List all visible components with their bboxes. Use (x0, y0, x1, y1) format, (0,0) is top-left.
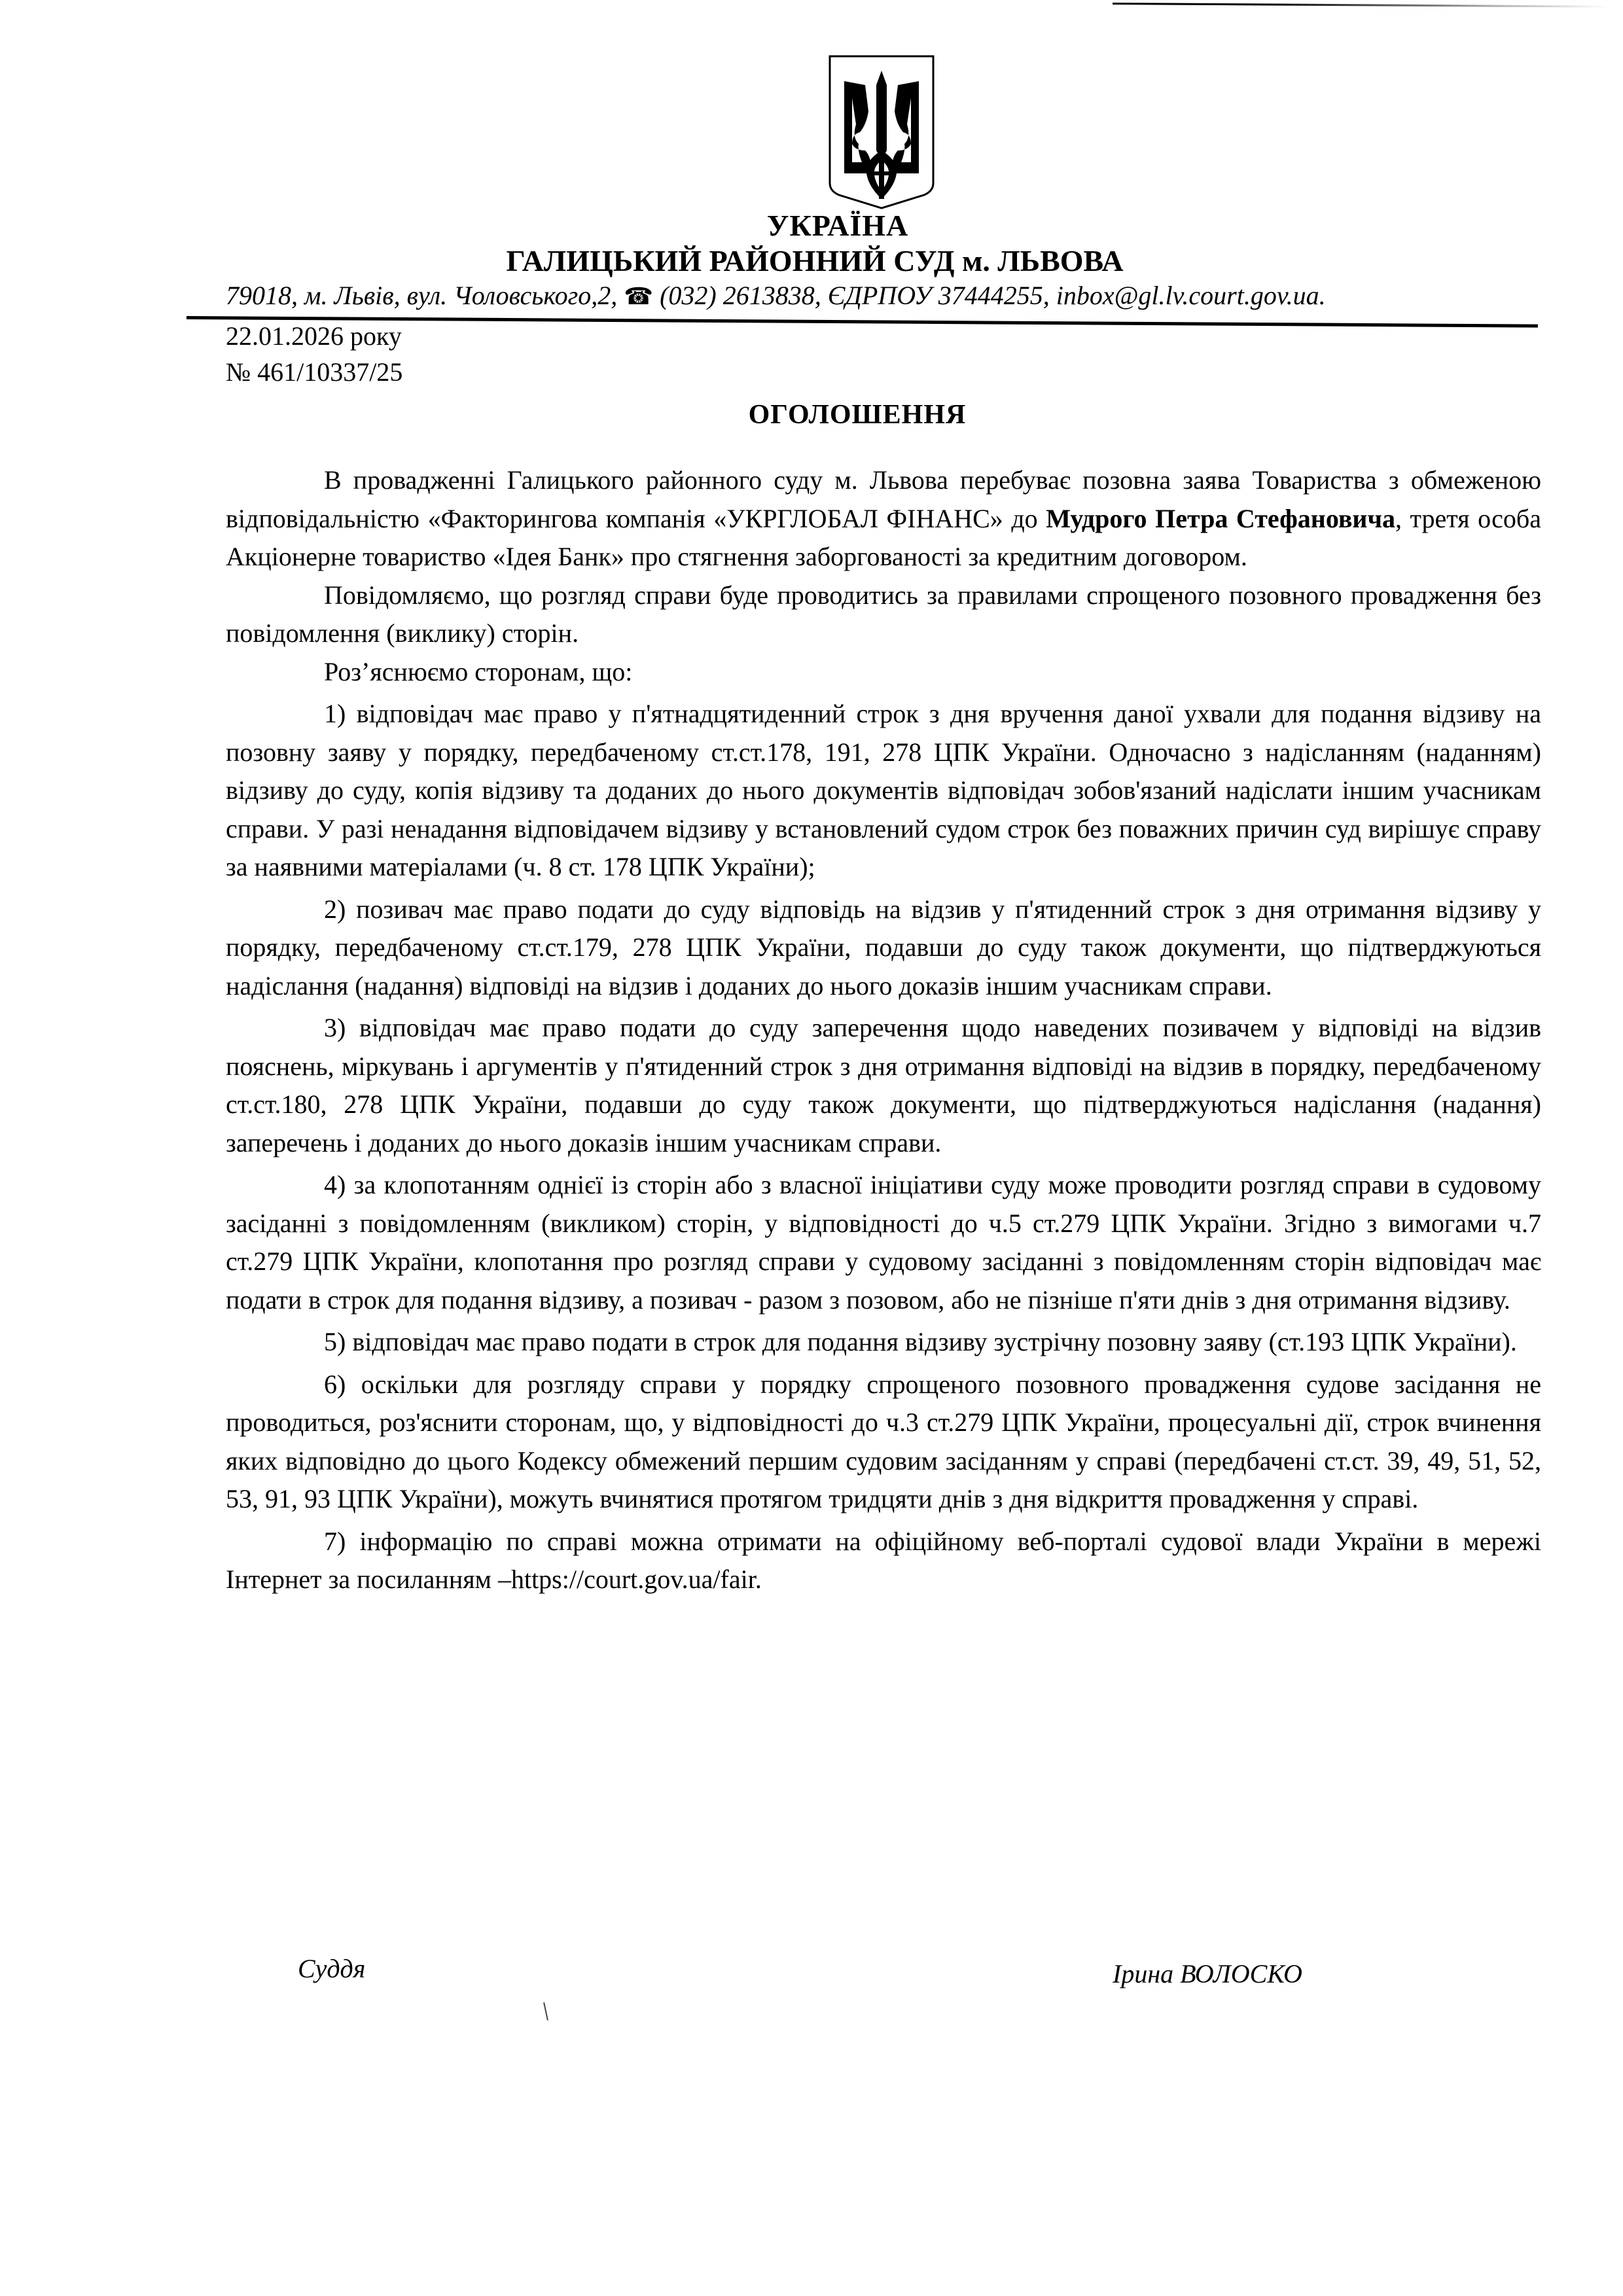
document-title: ОГОЛОШЕННЯ (748, 400, 967, 430)
signature-name: Ірина ВОЛОСКО (1113, 1959, 1302, 1988)
header-country: УКРАЇНА (766, 209, 909, 242)
list-item: 3) відповідач має право подати до суду заперечення щодо наведених позивачем у відповіді на відзив пояснень, міркувань і аргументів у п'ятиденний строк з дня отримання відповіді на відзив в порядку, передбаченому ст.ст.180, 278 ЦПК України, подавши до суду також документи, що підтверджуються надіслання (надання) заперечень і доданих до нього доказів іншим учасникам справи. (226, 1013, 1541, 1157)
defendant-name: Мудрого Петра Стефановича (1046, 503, 1396, 533)
list-item: 4) за клопотанням однієї із сторін або з власної ініціативи суду може проводити розгляд справи в судовому засіданні з повідомленням (викликом) сторін, у відповідності до ч.5 ст.279 ЦПК України. Згідно з вимогами ч.7 ст.279 ЦПК України, клопотання про розгляд справи у судовому засіданні з повідомленням сторін відповідач має подати в строк для подання відзиву, а позивач - разом з позовом, або не пізніше п'яти днів з дня отримання відзиву. (226, 1170, 1541, 1315)
notice-paragraph: Повідомляємо, що розгляд справи буде проводитись за правилами спрощеного позовного провадження без повідомлення (виклику) сторін. (226, 580, 1541, 648)
document-date: 22.01.2026 року (226, 321, 402, 351)
header-court-name: ГАЛИЦЬКИЙ РАЙОННИЙ СУД м. ЛЬВОВА (506, 244, 1124, 277)
list-item: 7) інформацію по справі можна отримати на офіційному веб-порталі судової влади України в мережі Інтернет за посиланням –https://court.gov.ua/fair. (226, 1526, 1541, 1594)
coat-of-arms-icon (826, 52, 937, 209)
document-body (226, 461, 1541, 1599)
telephone-icon: ☎ (624, 283, 654, 309)
list-item: 2) позивач має право подати до суду відповідь на відзив у п'ятиденний строк з дня отримання відзиву у порядку, передбаченому ст.ст.179, 278 ЦПК України, подавши до суду також документи, що підтверджуються надіслання (надання) відповіді на відзив і доданих до нього доказів іншим учасникам справи. (226, 894, 1541, 1000)
signature-role: Суддя (298, 1954, 366, 1983)
list-item: 1) відповідач має право у п'ятнадцятиденний строк з дня вручення даної ухвали для подання відзиву на позовну заяву у порядку, передбаченому ст.ст.178, 191, 278 ЦПК України. Одночасно з надісланням (наданням) відзиву до суду, копія відзиву та доданих до нього документів відповідач зобов'язаний надіслати іншим учасникам справи. У разі ненадання відповідачем відзиву у встановлений судом строк без поважних причин суд вирішує справу за наявними матеріалами (ч. 8 ст. 178 ЦПК України); (226, 699, 1541, 881)
clarify-paragraph: Роз’яснюємо сторонам, що: (324, 656, 633, 686)
scan-artifact-line (1113, 3, 1610, 8)
document-number: № 461/10337/25 (226, 357, 403, 387)
scan-artifact-speck (543, 2002, 548, 2021)
intro-paragraph: В провадженні Галицького районного суду м. Львова перебуває позовна заява Товариства з обмеженою відповідальністю «Факторингова компанія «УКРГЛОБАЛ ФІНАНС» до Мудрого Петра Стефановича, третя особа Акціонерне товариство «Ідея Банк» про стягнення заборгованості за кредитним договором. (226, 465, 1541, 571)
address-text: 79018, м. Львів, вул. Чоловського,2, (226, 281, 624, 310)
header-address (226, 280, 1326, 311)
list-item: 6) оскільки для розгляду справи у порядку спрощеного позовного провадження судове засідання не проводиться, роз'яснити сторонам, що, у відповідності до ч.3 ст.279 ЦПК України, процесуальні дії, строк вчинення яких відповідно до цього Кодексу обмежений першим судовим засіданням у справі (передбачені ст.ст. 39, 49, 51, 52, 53, 91, 93 ЦПК України), можуть вчинятися протягом тридцяти днів з дня відкриття провадження у справі. (226, 1369, 1541, 1513)
contacts-text: (032) 2613838, ЄДРПОУ 37444255, inbox@gl.lv.court.gov.ua. (653, 281, 1326, 310)
list-item: 5) відповідач має право подати в строк для подання відзиву зустрічну позовну заяву (ст.193 ЦПК України). (324, 1327, 1517, 1356)
